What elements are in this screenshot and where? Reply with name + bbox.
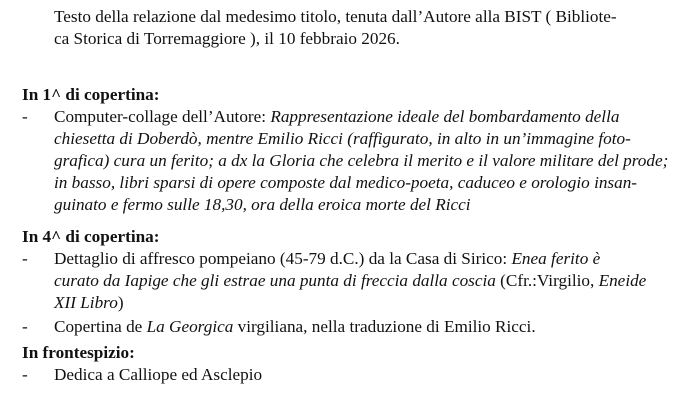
back-cover-heading: In 4^ di copertina: (22, 227, 160, 246)
back-cover-item-1-line-3 (54, 292, 682, 314)
intro-paragraph (24, 6, 684, 50)
front-cover-italic-1: Rappresentazione ideale del bombardamento della (270, 107, 620, 126)
back-cover-item-1-text: (Cfr.:Virgilio, (495, 271, 599, 290)
intro-line-2: ca Storica di Torremaggiore ), il 10 febbraio 2026. (54, 29, 400, 48)
front-cover-line-4: in basso, libri sparsi di opere composte dal medico-poeta, caduceo e orologio insan- (54, 173, 638, 192)
frontispiece-section (22, 342, 682, 386)
list-dash: - (22, 107, 28, 126)
back-cover-item-1-text: Dettaglio di affresco pompeiano (45-79 d.C.) da la Casa di Sirico: (54, 249, 512, 268)
back-cover-item-1-italic: curato da Iapige che gli estrae una punta di freccia dalla coscia (54, 271, 496, 290)
front-cover-line-5: guinato e fermo sulle 18,30, ora della eroica morte del Ricci (54, 195, 471, 214)
back-cover-item-1-line-1 (54, 248, 682, 270)
back-cover-item-2-line-1 (54, 316, 682, 338)
back-cover-item-1-italic: XII Libro (54, 293, 118, 312)
front-cover-line-3: grafica) cura un ferito; a dx la Gloria che celebra il merito e il valore militare del prode; (54, 151, 669, 170)
intro-line-1: Testo della relazione dal medesimo titolo, tenuta dall’Autore alla BIST ( Bibliote- (54, 7, 617, 26)
list-dash: - (22, 365, 28, 384)
back-cover-item-2-text: virgiliana, nella traduzione di Emilio Ricci. (233, 317, 536, 336)
frontispiece-item (22, 364, 682, 386)
front-cover-line-2: chiesetta di Doberdò, mentre Emilio Ricci (raffigurato, in alto in un’immagine foto- (54, 129, 631, 148)
back-cover-item-2-italic: La Georgica (146, 317, 234, 336)
front-cover-section (22, 84, 682, 216)
front-cover-heading: In 1^ di copertina: (22, 85, 160, 104)
front-cover-line-1 (54, 106, 682, 128)
list-dash: - (22, 249, 28, 268)
back-cover-section (22, 226, 682, 338)
frontispiece-text: Dedica a Calliope ed Asclepio (54, 365, 263, 384)
back-cover-item-1 (22, 248, 682, 314)
back-cover-item-2-text: Copertina de (54, 317, 147, 336)
back-cover-item-1-text: ) (117, 293, 124, 312)
back-cover-item-1-italic: Enea ferito è (511, 249, 601, 268)
front-cover-prefix: Computer-collage dell’Autore: (54, 107, 271, 126)
frontispiece-heading: In frontespizio: (22, 343, 135, 362)
back-cover-item-1-italic: Eneide (598, 271, 647, 290)
front-cover-item (22, 106, 682, 216)
list-dash: - (22, 317, 28, 336)
back-cover-item-1-line-2 (54, 270, 682, 292)
back-cover-item-2 (22, 316, 682, 338)
